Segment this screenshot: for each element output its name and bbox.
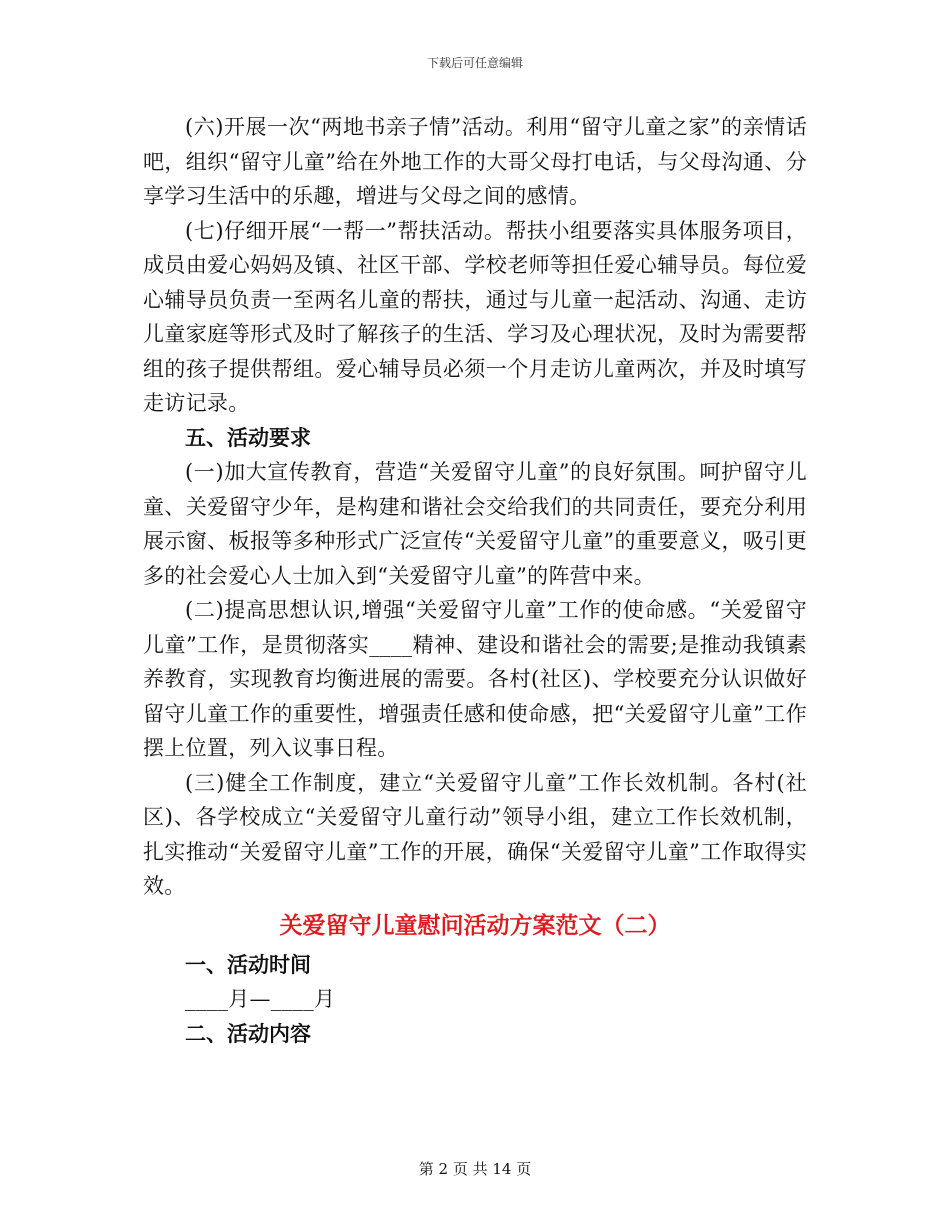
paragraph-seven: (七)仔细开展“一帮一”帮扶活动。帮扶小组要落实具体服务项目，成员由爱心妈妈及镇、社区干部、学校老师等担任爱心辅导员。每位爱心辅导员负责一至两名儿童的帮扶，通过与儿童一起活动、沟通、走访儿童家庭等形式及时了解孩子的生活、学习及心理状况，及时为需要帮组的孩子提供帮组。爱心辅导员必须一个月走访儿童两次，并及时填写走访记录。 bbox=[143, 218, 807, 415]
document-body bbox=[143, 110, 807, 1051]
activity-time-heading: 一、活动时间 bbox=[185, 952, 311, 977]
paragraph-six: (六)开展一次“两地书亲子情”活动。利用“留守儿童之家”的亲情话吧，组织“留守儿童”给在外地工作的大哥父母打电话，与父母沟通、分享学习生活中的乐趣，增进与父母之间的感情。 bbox=[143, 115, 807, 208]
requirement-two: (二)提高思想认识,增强“关爱留守儿童”工作的使命感。“关爱留守儿童”工作，是贯彻落实____精神、建设和谐社会的需要;是推动我镇素养教育，实现教育均衡进展的需要。各村(社区)、学校要充分认识做好留守儿童工作的重要性，增强责任感和使命感，把“关爱留守儿童”工作摆上位置，列入议事日程。 bbox=[143, 598, 807, 760]
requirement-one: (一)加大宣传教育，营造“关爱留守儿童”的良好氛围。呵护留守儿童、关爱留守少年，是构建和谐社会交给我们的共同责任，要充分利用展示窗、板报等多种形式广泛宣传“关爱留守儿童”的重要意义，吸引更多的社会爱心人士加入到“关爱留守儿童”的阵营中来。 bbox=[143, 460, 807, 588]
requirement-three: (三)健全工作制度，建立“关爱留守儿童”工作长效机制。各村(社区)、各学校成立“关爱留守儿童行动”领导小组，建立工作长效机制，扎实推动“关爱留守儿童”工作的开展，确保“关爱留守儿童”工作取得实效。 bbox=[143, 770, 807, 898]
page-header: 下载后可任意编辑 bbox=[426, 56, 523, 70]
page-footer: 第 2 页 共 14 页 bbox=[418, 1160, 532, 1178]
section-five-heading: 五、活动要求 bbox=[185, 425, 311, 450]
activity-time-text: ____月—____月 bbox=[185, 987, 336, 1011]
activity-content-heading: 二、活动内容 bbox=[185, 1021, 311, 1046]
section-title: 关爱留守儿童慰问活动方案范文（二） bbox=[279, 912, 671, 939]
